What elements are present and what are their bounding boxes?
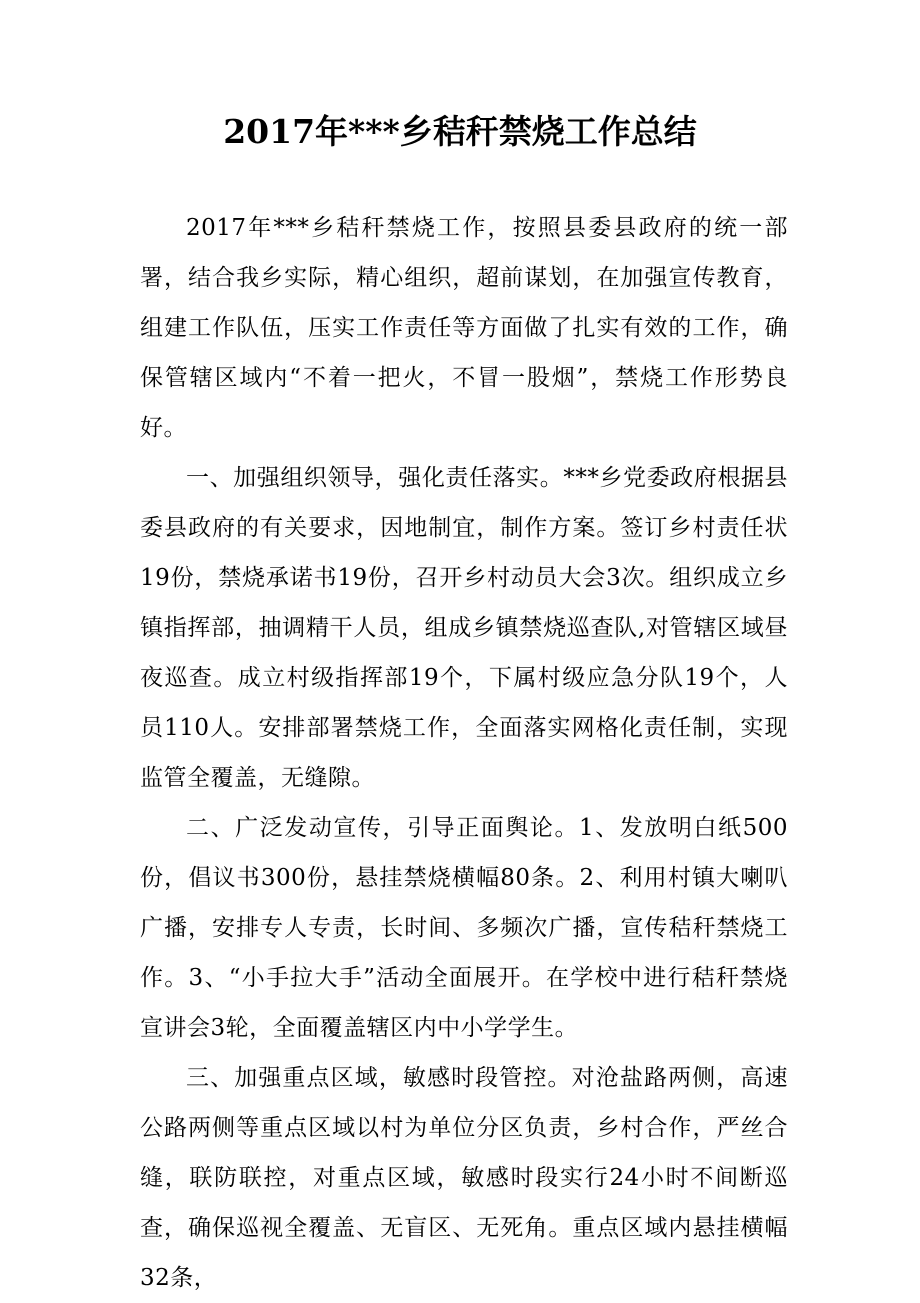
paragraph-section-2: 二、广泛发动宣传，引导正面舆论。1、发放明白纸500份，倡议书300份，悬挂禁烧横幅80条。2、利用村镇大喇叭广播，安排专人专责，长时间、多频次广播，宣传秸秆禁烧工作。3、“小手拉大手”活动全面展开。在学校中进行秸秆禁烧宣讲会3轮，全面覆盖辖区内中小学学生。 — [140, 815, 788, 1041]
document-body — [140, 203, 788, 1303]
paragraph-section-1: 一、加强组织领导，强化责任落实。***乡党委政府根据县委县政府的有关要求，因地制宜，制作方案。签订乡村责任状19份，禁烧承诺书19份，召开乡村动员大会3次。组织成立乡镇指挥部，抽调精干人员，组成乡镇禁烧巡查队,对管辖区域昼夜巡查。成立村级指挥部19个，下属村级应急分队19个，人员110人。安排部署禁烧工作，全面落实网格化责任制，实现监管全覆盖，无缝隙。 — [140, 465, 788, 791]
paragraph-intro: 2017年***乡秸秆禁烧工作，按照县委县政府的统一部署，结合我乡实际，精心组织，超前谋划，在加强宣传教育，组建工作队伍，压实工作责任等方面做了扎实有效的工作，确保管辖区域内“不着一把火，不冒一股烟”，禁烧工作形势良好。 — [140, 215, 788, 441]
document-title: 2017年***乡秸秆禁烧工作总结 — [223, 112, 697, 151]
paragraph-section-3: 三、加强重点区域，敏感时段管控。对沧盐路两侧，高速公路两侧等重点区域以村为单位分区负责，乡村合作，严丝合缝，联防联控，对重点区域，敏感时段实行24小时不间断巡查，确保巡视全覆盖、无盲区、无死角。重点区域内悬挂横幅32条， — [140, 1065, 788, 1291]
